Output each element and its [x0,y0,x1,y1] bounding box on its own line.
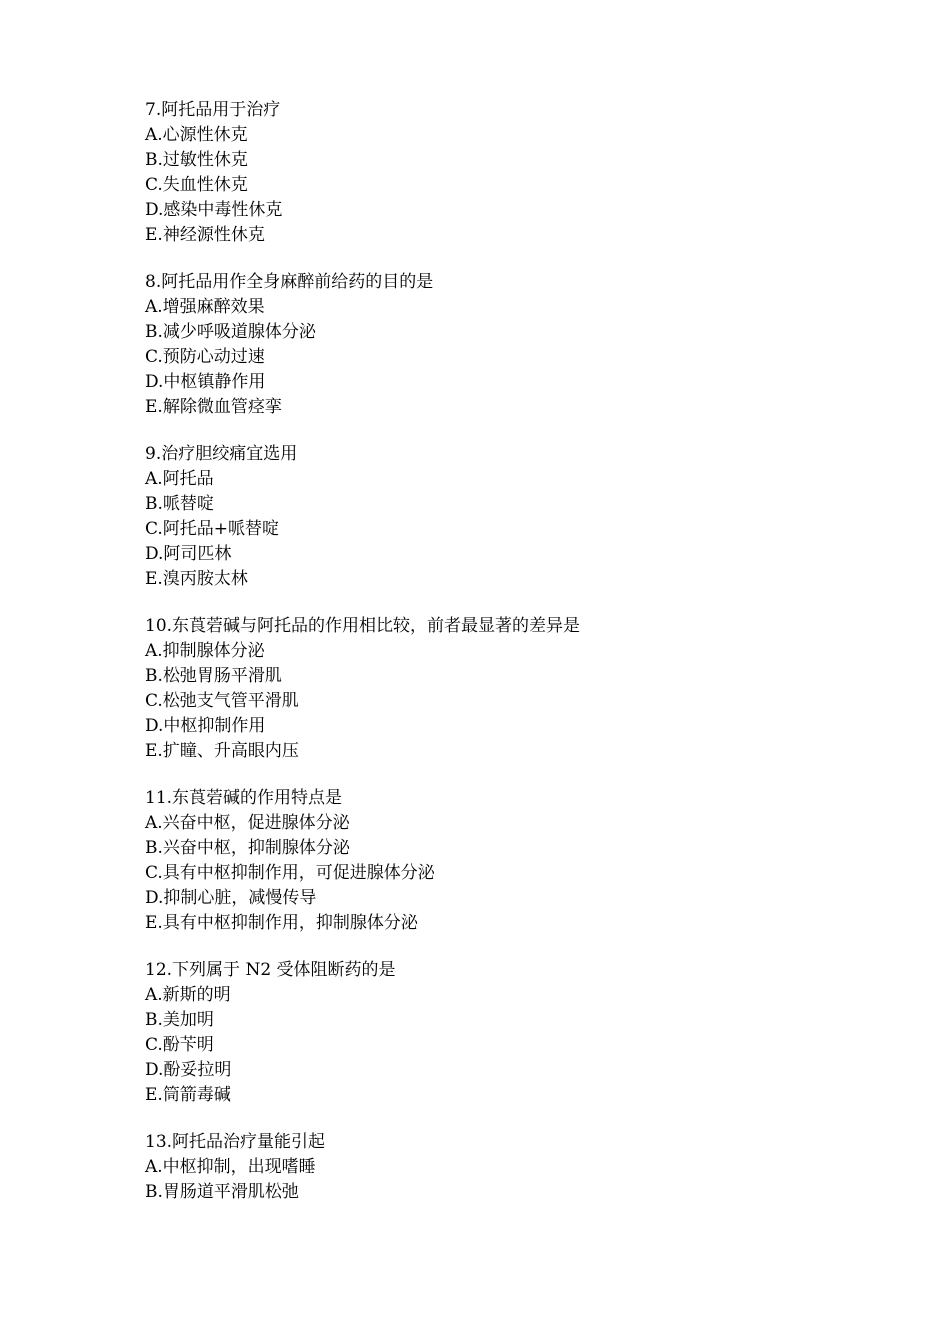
option-d: D.阿司匹林 [145,544,232,564]
option-a: A.兴奋中枢，促进腺体分泌 [145,813,350,833]
option-b: B.过敏性休克 [145,150,248,170]
option-e: E.溴丙胺太林 [145,569,248,589]
question-stem: 10.东莨菪碱与阿托品的作用相比较，前者最显著的差异是 [145,616,581,636]
option-a: A.新斯的明 [145,985,231,1005]
option-b: B.美加明 [145,1010,214,1030]
option-d: D.酚妥拉明 [145,1060,232,1080]
question-9 [145,442,845,592]
question-stem: 13.阿托品治疗量能引起 [145,1132,326,1152]
option-e: E.扩瞳、升高眼内压 [145,741,299,761]
question-12 [145,958,845,1108]
option-a: A.心源性休克 [145,125,248,145]
option-b: B.胃肠道平滑肌松弛 [145,1182,299,1202]
option-d: D.中枢镇静作用 [145,372,266,392]
option-d: D.中枢抑制作用 [145,716,266,736]
option-b: B.兴奋中枢，抑制腺体分泌 [145,838,350,858]
question-13 [145,1130,845,1205]
option-c: C.预防心动过速 [145,347,265,367]
question-7 [145,98,845,248]
option-b: B.松弛胃肠平滑肌 [145,666,282,686]
question-11 [145,786,845,936]
question-stem: 11.东莨菪碱的作用特点是 [145,788,343,808]
option-c: C.松弛支气管平滑肌 [145,691,299,711]
option-c: C.具有中枢抑制作用，可促进腺体分泌 [145,863,435,883]
question-8 [145,270,845,420]
question-stem: 12.下列属于 N2 受体阻断药的是 [145,960,396,980]
option-e: E.筒箭毒碱 [145,1085,231,1105]
question-stem: 8.阿托品用作全身麻醉前给药的目的是 [145,272,434,292]
option-c: C.阿托品+哌替啶 [145,519,280,539]
option-d: D.抑制心脏，减慢传导 [145,888,317,908]
option-b: B.减少呼吸道腺体分泌 [145,322,316,342]
option-a: A.增强麻醉效果 [145,297,265,317]
option-c: C.酚苄明 [145,1035,214,1055]
option-c: C.失血性休克 [145,175,248,195]
option-e: E.解除微血管痉挛 [145,397,282,417]
question-stem: 9.治疗胆绞痛宜选用 [145,444,298,464]
question-10 [145,614,845,764]
option-a: A.中枢抑制，出现嗜睡 [145,1157,316,1177]
option-e: E.神经源性休克 [145,225,265,245]
option-a: A.抑制腺体分泌 [145,641,265,661]
option-d: D.感染中毒性休克 [145,200,283,220]
question-stem: 7.阿托品用于治疗 [145,100,281,120]
document-page [145,98,845,1227]
option-a: A.阿托品 [145,469,214,489]
option-e: E.具有中枢抑制作用，抑制腺体分泌 [145,913,418,933]
option-b: B.哌替啶 [145,494,214,514]
